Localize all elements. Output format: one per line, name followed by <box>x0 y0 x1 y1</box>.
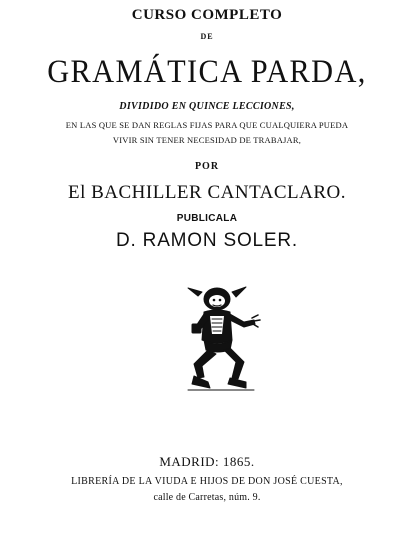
publisher-label: PUBLICALA <box>176 213 238 224</box>
imprint-address: calle de Carretas, núm. 9. <box>153 492 261 503</box>
heading-top: CURSO COMPLETO <box>131 7 283 23</box>
author-name: El BACHILLER CANTACLARO. <box>67 182 347 203</box>
description-line-2: VIVIR SIN TENER NECESIDAD DE TRABAJAR, <box>112 135 302 145</box>
dancing-figure-woodcut-icon <box>180 278 262 396</box>
by-label: POR <box>194 161 220 172</box>
publisher-name: D. RAMON SOLER. <box>116 230 298 251</box>
description-line-1: EN LAS QUE SE DAN REGLAS FIJAS PARA QUE CUALQUIERA PUEDA <box>65 120 349 130</box>
subtitle: DIVIDIDO EN QUINCE LECCIONES, <box>119 101 295 112</box>
main-title: GRAMÁTICA PARDA, <box>47 54 367 90</box>
imprint-bookshop: LIBRERÍA DE LA VIUDA E HIJOS DE DON JOSÉ CUESTA, <box>71 476 343 487</box>
imprint-city-year: MADRID: 1865. <box>159 454 255 469</box>
connector-de: DE <box>200 32 214 41</box>
